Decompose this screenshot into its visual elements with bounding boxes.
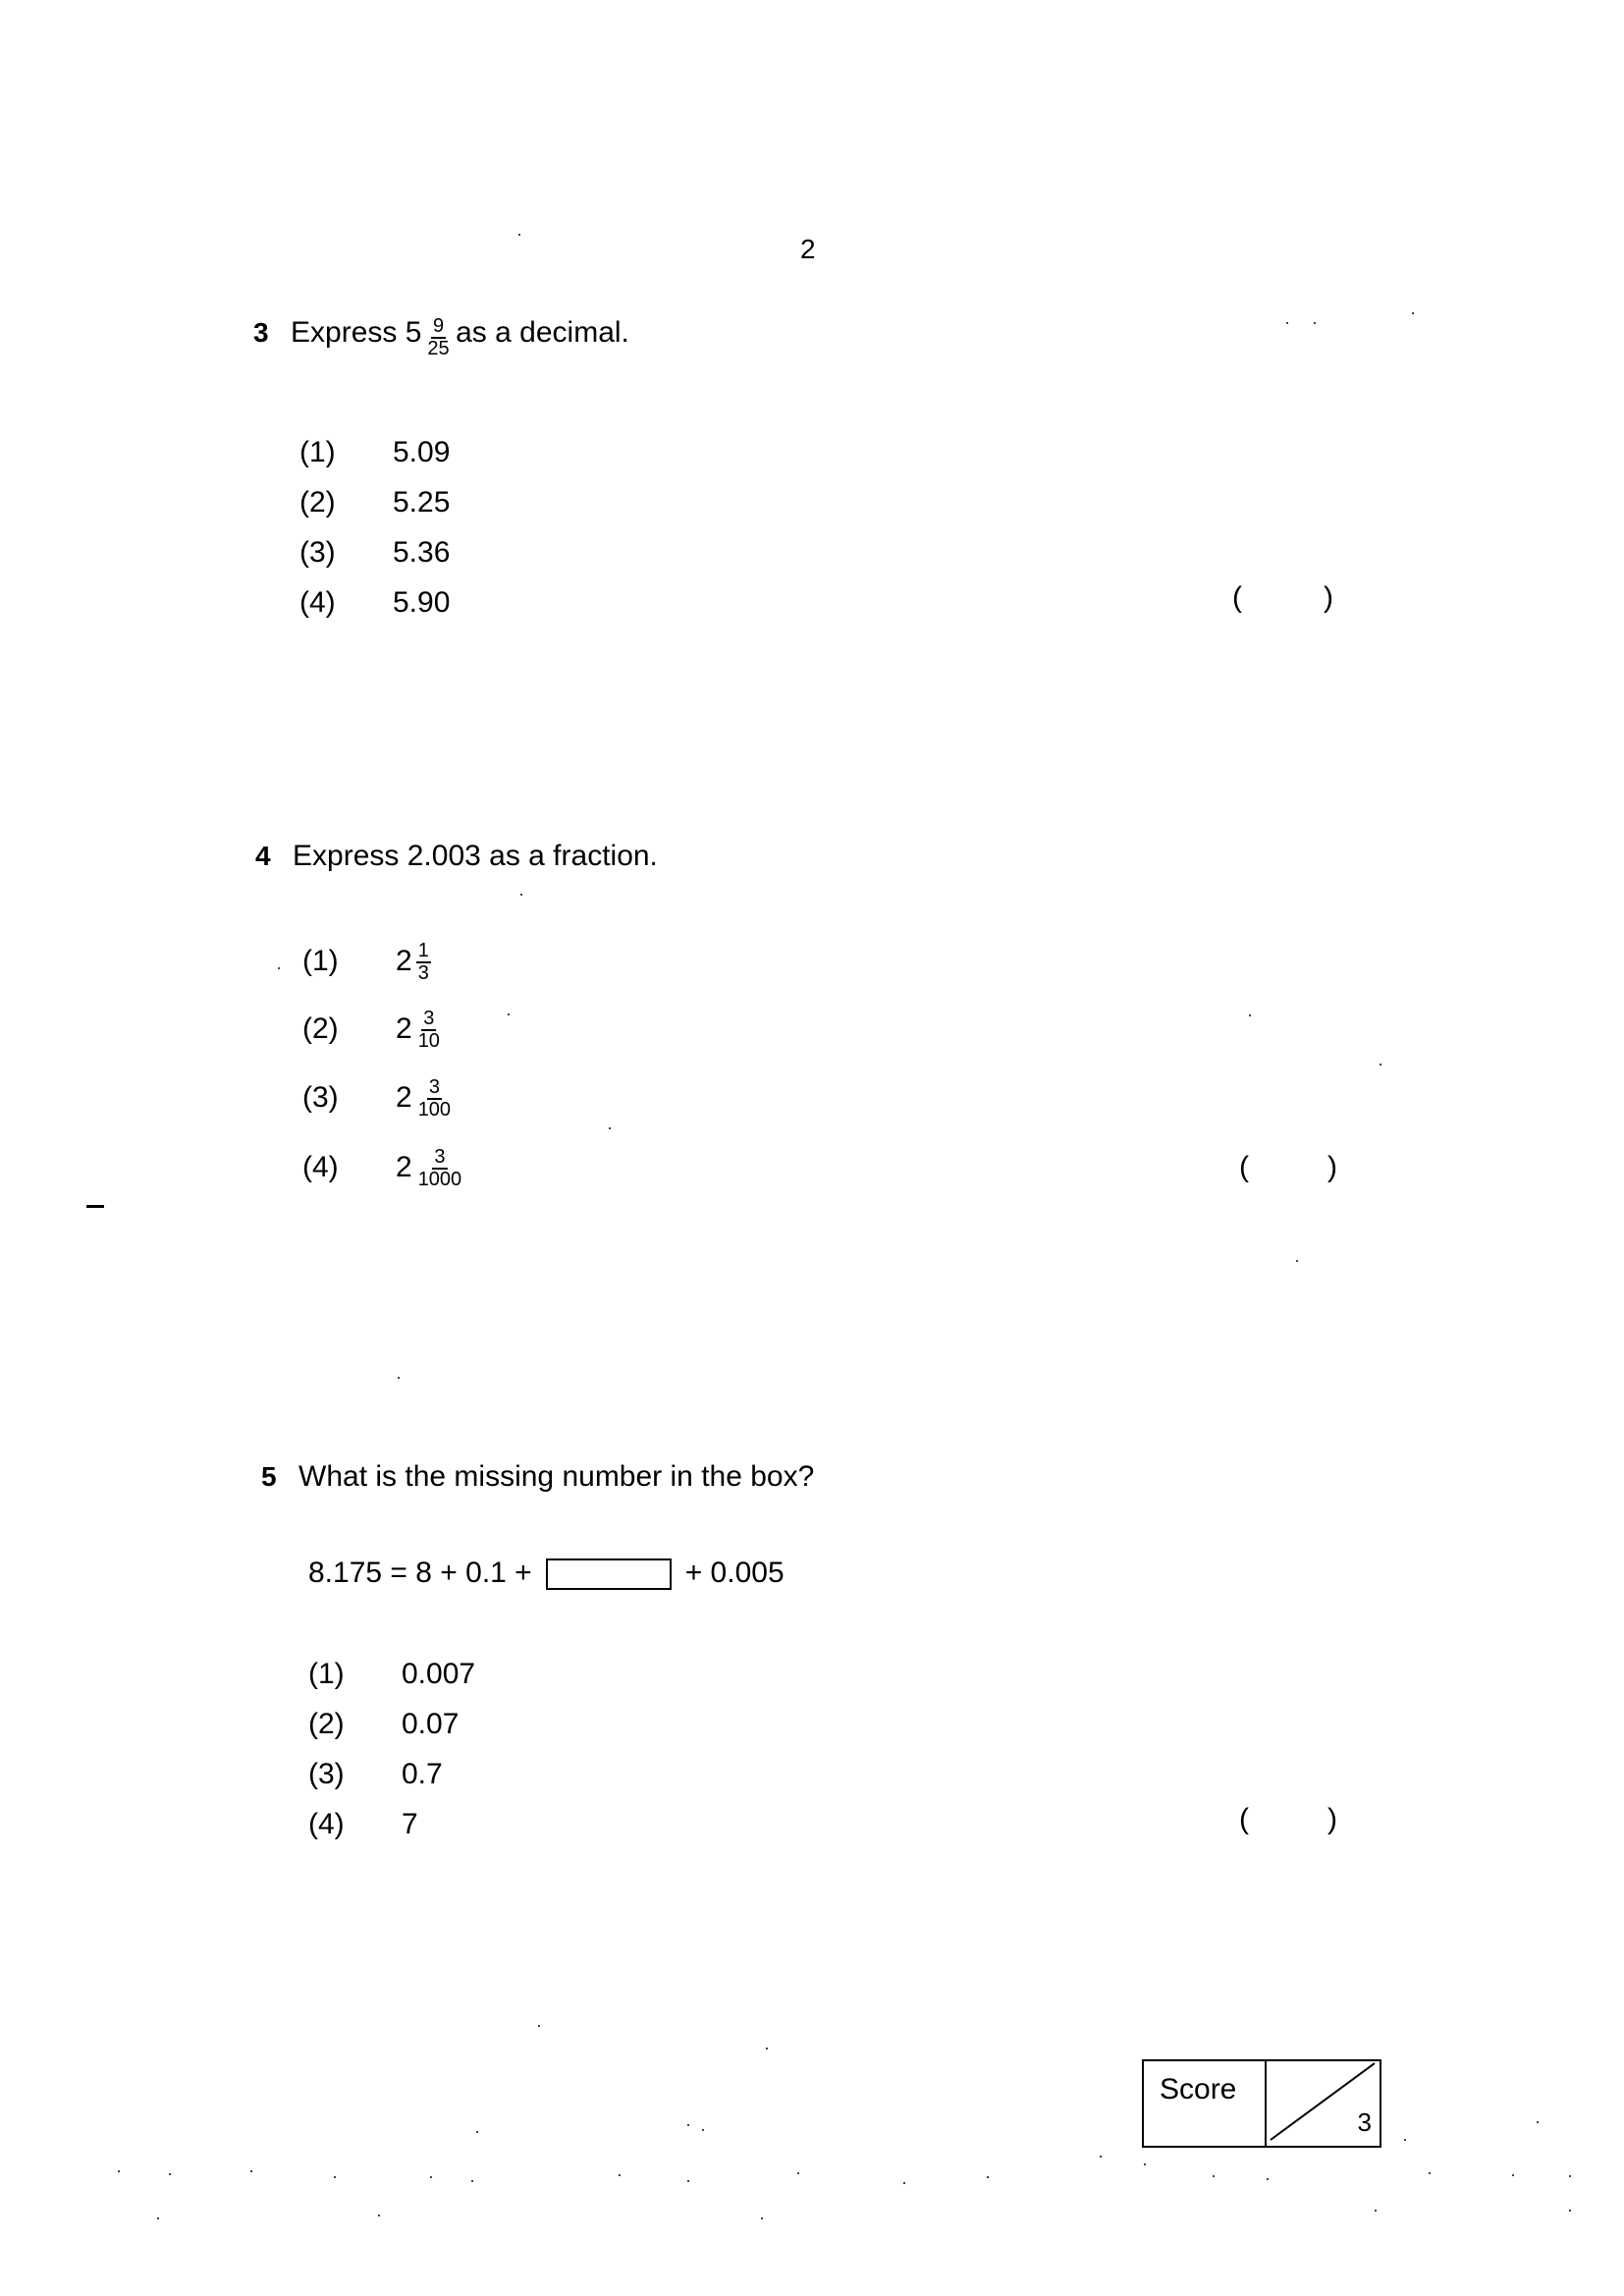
question-text-before: Express 5	[291, 316, 422, 350]
question-5-stem	[261, 1460, 814, 1494]
question-4-option-3[interactable]: (3) 2 $\frac{3}{100}$	[302, 1076, 452, 1121]
scan-speck	[169, 2173, 171, 2175]
scan-speck	[520, 894, 522, 896]
scan-speck	[1512, 2174, 1514, 2176]
scan-speck	[761, 2217, 763, 2219]
question-5-option-2[interactable]: (2) 0.07	[308, 1708, 460, 1740]
scan-speck	[1267, 2178, 1269, 2180]
scan-speck	[1314, 322, 1316, 324]
option-fraction: $\frac{3}{10}$	[417, 1008, 440, 1052]
scan-speck	[1569, 2210, 1571, 2212]
option-fraction: $\frac{1}{3}$	[417, 940, 429, 984]
question-4-answer-close: )	[1327, 1151, 1337, 1183]
scan-speck	[1100, 2156, 1102, 2158]
question-text: What is the missing number in the box?	[298, 1460, 815, 1493]
equation-right: + 0.005	[684, 1557, 785, 1589]
scan-speck	[1375, 2210, 1377, 2212]
scan-speck	[1404, 2139, 1406, 2141]
question-5-equation	[308, 1557, 785, 1590]
scan-speck	[157, 2217, 159, 2219]
scan-speck	[987, 2176, 989, 2178]
question-3-answer-open: (	[1232, 581, 1242, 614]
question-5-option-3[interactable]: (3) 0.7	[308, 1758, 443, 1790]
scan-speck	[378, 2214, 380, 2216]
option-fraction: $\frac{3}{100}$	[417, 1076, 452, 1121]
score-fraction-cell	[1267, 2061, 1380, 2146]
scan-speck	[538, 2025, 540, 2027]
score-total: 3	[1357, 2107, 1372, 2137]
scan-speck	[702, 2129, 704, 2131]
question-5-answer-open: (	[1239, 1803, 1249, 1835]
scan-speck	[609, 1127, 611, 1129]
question-4-option-1[interactable]: (1) 2 $\frac{1}{3}$	[302, 940, 429, 984]
question-3-option-3[interactable]: (3) 5.36	[299, 536, 451, 569]
question-4-answer-open: (	[1239, 1151, 1249, 1183]
scan-speck	[334, 2176, 336, 2178]
question-4-option-4[interactable]: (4) 2 $\frac{3}{1000}$	[302, 1146, 462, 1190]
scan-speck	[1537, 2121, 1539, 2123]
question-5-option-1[interactable]: (1) 0.007	[308, 1658, 476, 1690]
scan-speck	[398, 1377, 400, 1379]
missing-number-box	[546, 1558, 672, 1590]
question-3-option-1[interactable]: (1) 5.09	[299, 436, 451, 468]
scan-speck	[1213, 2175, 1215, 2177]
scan-mark	[86, 1205, 104, 1208]
scan-speck	[278, 967, 280, 969]
scan-speck	[687, 2124, 689, 2126]
equation-left: 8.175 = 8 + 0.1 +	[308, 1557, 532, 1589]
scan-speck	[1286, 322, 1288, 324]
scan-speck	[797, 2172, 799, 2174]
scan-speck	[903, 2182, 905, 2184]
question-number: 5	[261, 1461, 277, 1492]
question-text: Express 2.003 as a fraction.	[293, 840, 658, 872]
scan-speck	[508, 1013, 510, 1015]
scan-speck	[471, 2180, 473, 2182]
scan-speck	[1249, 1014, 1251, 1016]
question-3-option-2[interactable]: (2) 5.25	[299, 486, 451, 519]
page-number: 2	[800, 234, 816, 264]
scan-speck	[1296, 1260, 1298, 1262]
scan-speck	[766, 2048, 768, 2050]
scan-speck	[687, 2180, 689, 2182]
scan-speck	[1144, 2163, 1146, 2165]
question-3-stem	[253, 316, 629, 359]
score-label: Score	[1144, 2061, 1267, 2146]
scan-speck	[619, 2174, 621, 2176]
scan-speck	[1569, 2175, 1571, 2177]
scan-speck	[476, 2131, 478, 2133]
scan-speck	[1429, 2172, 1431, 2174]
question-4-stem	[255, 840, 658, 873]
question-number: 3	[253, 317, 269, 349]
scan-speck	[1412, 312, 1414, 314]
question-4-option-2[interactable]: (2) 2 $\frac{3}{10}$	[302, 1008, 440, 1052]
option-fraction: $\frac{3}{1000}$	[417, 1146, 462, 1190]
question-text-after: as a decimal.	[456, 316, 629, 350]
question-3-option-4[interactable]: (4) 5.90	[299, 586, 451, 619]
scan-speck	[250, 2170, 252, 2172]
score-box	[1142, 2059, 1381, 2148]
scan-speck	[1380, 1064, 1381, 1066]
question-fraction: $\frac{9}{25}$	[427, 315, 450, 359]
question-number: 4	[255, 841, 271, 871]
scan-speck	[118, 2170, 120, 2172]
scan-speck	[518, 234, 520, 236]
question-5-option-4[interactable]: (4) 7	[308, 1808, 418, 1840]
scan-speck	[430, 2176, 432, 2178]
question-3-answer-close: )	[1324, 581, 1333, 614]
question-5-answer-close: )	[1327, 1803, 1337, 1835]
